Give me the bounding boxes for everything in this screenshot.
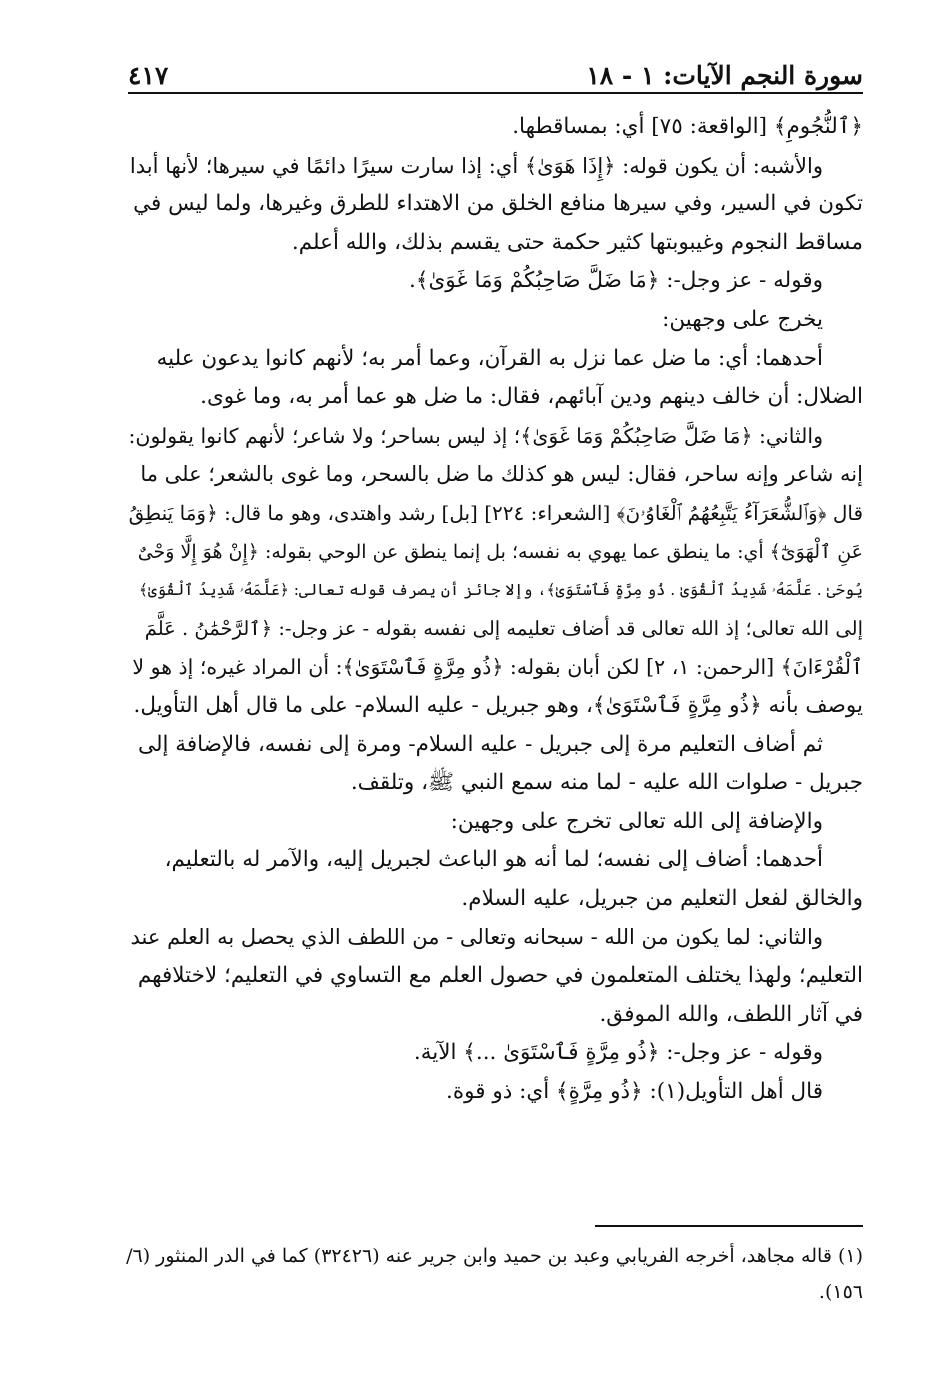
text-line: قال أهل التأويل(١): ﴿ذُو مِرَّةٍ﴾ أي: ذو قوة. — [446, 1078, 823, 1104]
text-line: والخالق لفعل التعليم من جبريل، عليه السلام. — [461, 885, 863, 911]
text-line: في آثار اللطف، والله الموفق. — [599, 1001, 863, 1027]
footnote-divider — [595, 1225, 863, 1227]
text-line: وقوله - عز وجل-: ﴿مَا ضَلَّ صَاحِبُكُمْ وَمَا غَوَىٰ﴾. — [409, 268, 823, 294]
footnotes — [120, 1238, 863, 1310]
footnote-line: (١) قاله مجاهد، أخرجه الفريابي وعبد بن حميد وابن جرير عنه (٣٢٤٢٦) كما في الدر المنثور (٦/ — [126, 1245, 863, 1267]
text-line: إنه شاعر وإنه ساحر، فقال: ليس هو كذلك ما ضل بالسحر، وما غوى بالشعر؛ على ما — [140, 462, 863, 487]
footnote-line: ١٥٦). — [818, 1281, 863, 1303]
text-line: ثم أضاف التعليم مرة إلى جبريل - عليه السلام- ومرة إلى نفسه، فالإضافة إلى — [138, 731, 823, 757]
text-line: أحدهما: أضاف إلى نفسه؛ لما أنه هو الباعث لجبريل إليه، والآمر له بالتعليم، — [164, 847, 823, 873]
running-title: سورة النجم الآيات: ١ - ١٨ — [586, 61, 863, 90]
text-line: تكون في السير، وفي سيرها منافع الخلق من الاهتداء للطرق وغيرها، ولما ليس في — [133, 191, 863, 217]
text-line: والإضافة إلى الله تعالى تخرج على وجهين: — [450, 808, 823, 834]
text-line: ٱلْقُرْءَانَ﴾ [الرحمن: ١، ٢] لكن أبان بقوله: ﴿ذُو مِرَّةٍ فَٱسْتَوَىٰ﴾: أن المراد غيره؛ إذ هو لا — [132, 655, 863, 680]
text-line: التعليم؛ ولهذا يختلف المتعلمون في حصول العلم مع التساوي في التعليم؛ لاختلافهم — [137, 963, 863, 989]
text-line: الضلال: أن خالف دينهم ودين آبائهم، فقال: ما ضل هو عما أمر به، وما غوى. — [200, 384, 863, 410]
text-line: مساقط النجوم وغيبوبتها كثير حكمة حتى يقسم بذلك، والله أعلم. — [291, 229, 863, 255]
text-line: عَنِ ٱلْهَوَىٰٓ﴾ أي: ما ينطق عما يهوي به نفسه؛ بل إنما ينطق عن الوحي بقوله: ﴿إِنْ هُوَ إِلَّا وَحْىٌ — [137, 540, 863, 563]
text-line: جبريل - صلوات الله عليه - لما منه سمع النبي ﷺ، وتلقف. — [350, 770, 863, 796]
text-line: والأشبه: أن يكون قوله: ﴿إِذَا هَوَىٰ﴾ أي: إذا سارت سيرًا دائمًا في سيرها؛ لأنها أبدا — [129, 153, 823, 178]
text-line: ﴿ٱلنُّجُومِ﴾ [الواقعة: ٧٥] أي: بمساقطها. — [512, 114, 863, 139]
text-line: يوصف بأنه ﴿ذُو مِرَّةٍ فَٱسْتَوَىٰ﴾، وهو جبريل - عليه السلام- على ما قال أهل التأويل. — [133, 692, 863, 718]
header-divider — [128, 92, 863, 94]
text-line: يُوحَىٰ . عَلَّمَهُۥ شَدِيدُ ٱلْقُوَىٰ . ذُو مِرَّةٍ فَٱسْتَوَىٰ﴾، وإلا جائز أن يصرف قوله تعالى: ﴿عَلَّمَهُۥ شَدِيدُ ٱلْقُوَىٰ﴾ — [138, 581, 863, 600]
text-line: أحدهما: أي: ما ضل عما نزل به القرآن، وعما أمر به؛ لأنهم كانوا يدعون عليه — [156, 345, 823, 371]
page-header — [128, 52, 863, 90]
text-line: وقوله - عز وجل-: ﴿ذُو مِرَّةٍ فَٱسْتَوَىٰ ...﴾ الآية. — [413, 1040, 823, 1066]
main-text — [128, 108, 863, 1111]
text-line: والثاني: ﴿مَا ضَلَّ صَاحِبُكُمْ وَمَا غَوَىٰ﴾؛ إذ ليس بساحر؛ ولا شاعر؛ لأنهم كانوا يقولون: — [128, 423, 823, 448]
text-line: قال ﴿وَٱلشُّعَرَآءُ يَتَّبِعُهُمُ ٱلْغَاوُۥنَ﴾ [الشعراء: ٢٢٤] [بل] رشد واهتدى، وهو ما قال: ﴿وَمَا يَنطِقُ — [128, 500, 863, 525]
text-line: يخرج على وجهين: — [662, 306, 823, 332]
text-line: والثاني: لما يكون من الله - سبحانه وتعالى - من اللطف الذي يحصل به العلم عند — [130, 925, 823, 950]
page-number: ٤١٧ — [128, 61, 169, 90]
text-line: إلى الله تعالى؛ إذ الله تعالى قد أضاف تعليمه إلى نفسه بقوله - عز وجل-: ﴿ٱلرَّحْمَٰنُ . عَلَّمَ — [144, 616, 863, 640]
